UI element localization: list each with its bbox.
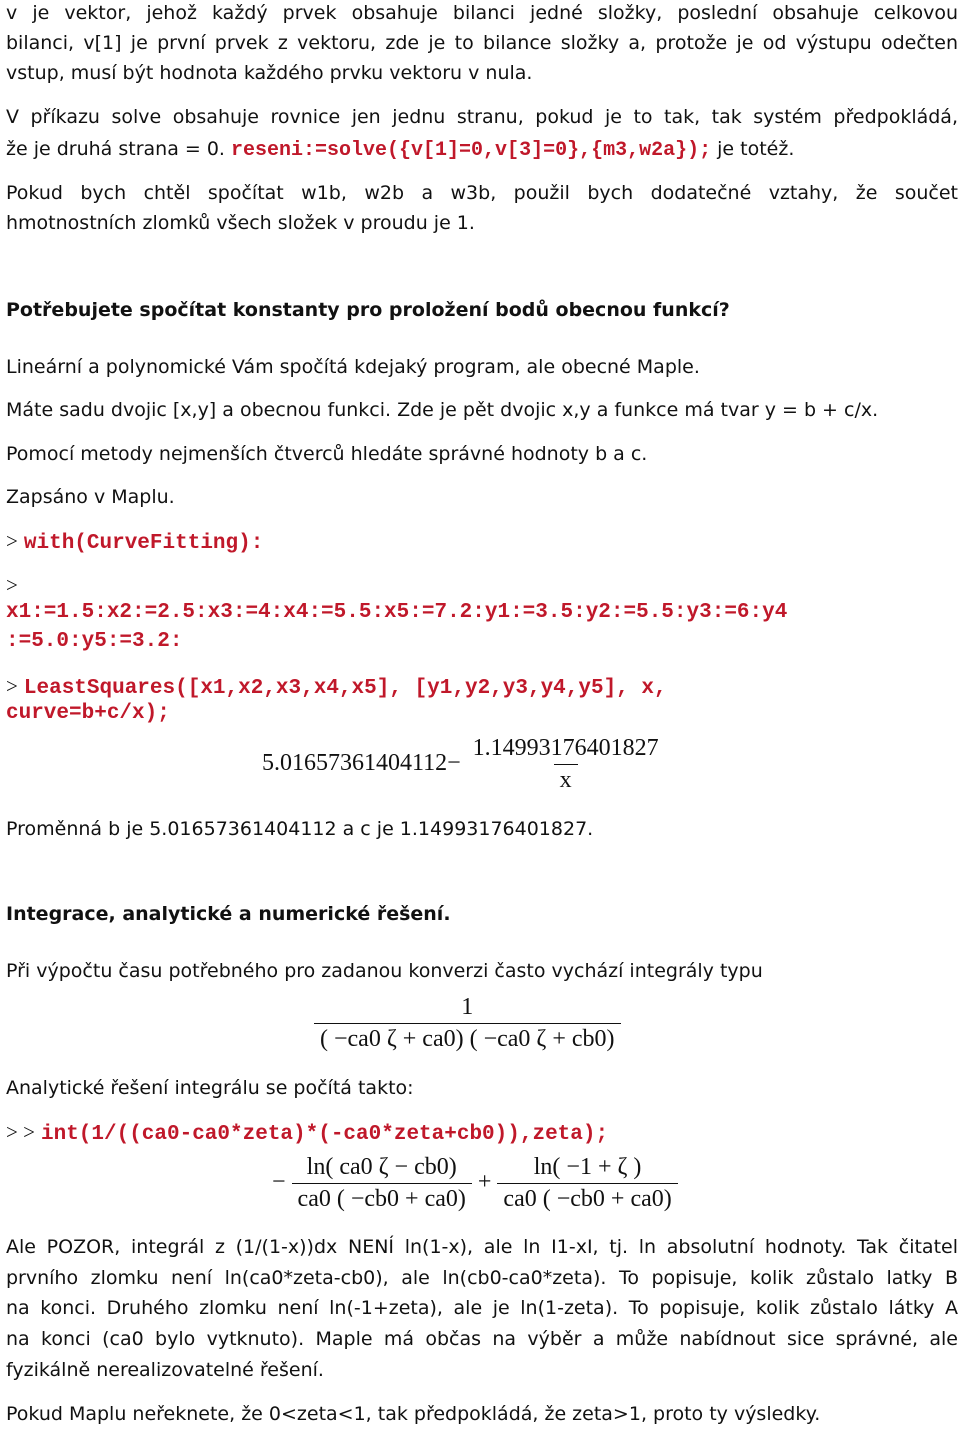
paragraph2-line1: V příkazu solve obsahuje rovnice jen jednu stranu, pokud je to tak, tak systém předpokládá, bbox=[6, 106, 958, 128]
section1-heading: Potřebujete spočítat konstanty pro proložení bodů obecnou funkcí? bbox=[6, 299, 730, 321]
integral-result bbox=[272, 1154, 678, 1213]
term1-numerator: ln( ca0 ζ − cb0) bbox=[306, 1154, 457, 1180]
with-curvefitting-command: with(CurveFitting): bbox=[23, 532, 264, 555]
leastsquares-command-line1: LeastSquares([x1,x2,x3,x4,x5], [y1,y2,y3,y4,y5], x, bbox=[23, 677, 667, 700]
maple-prompt: > bbox=[6, 573, 18, 597]
leastsquares-command-line2: curve=b+c/x); bbox=[6, 702, 170, 725]
section2-heading: Integrace, analytické a numerické řešení. bbox=[6, 903, 451, 925]
section2-p1: Při výpočtu času potřebného pro zadanou konverzi často vychází integrály typu bbox=[6, 960, 763, 982]
integrand-denominator: ( −ca0 ζ + ca0) ( −ca0 ζ + cb0) bbox=[314, 1023, 621, 1053]
result-plus: + bbox=[477, 1169, 492, 1196]
section2-p3-line3: na konci. Druhého zlomku není ln(-1+zeta), ale je ln(1-zeta). To popisuje, kolik zůstalo látky A bbox=[6, 1297, 958, 1319]
section1-p2: Máte sadu dvojic [x,y] a obecnou funkci. Zde je pět dvojic x,y a funkce má tvar y = b + c/x. bbox=[6, 399, 879, 421]
result-c-value: 1.14993176401827 bbox=[472, 735, 659, 761]
maple-prompt-2 bbox=[6, 570, 18, 601]
integrand-fraction bbox=[314, 994, 621, 1053]
solve-command: reseni:=solve({v[1]=0,v[3]=0},{m3,w2a}); bbox=[231, 139, 712, 162]
section1-conclusion: Proměnná b je 5.01657361404112 a c je 1.14993176401827. bbox=[6, 818, 594, 840]
paragraph1-line1: v je vektor, jehož každý prvek obsahuje bilanci jedné složky, poslední obsahuje celkovou bbox=[6, 2, 958, 24]
paragraph1-line3: vstup, musí být hodnota každého prvku vektoru v nula. bbox=[6, 62, 533, 84]
maple-input-with bbox=[6, 526, 263, 559]
paragraph2-suffix: je totéž. bbox=[717, 138, 795, 160]
paragraph3-line2: hmotnostních zlomků všech složek v proudu je 1. bbox=[6, 212, 475, 234]
result-term2 bbox=[497, 1154, 677, 1213]
result-term1 bbox=[292, 1154, 472, 1213]
section1-p4: Zapsáno v Maplu. bbox=[6, 486, 175, 508]
leastsquares-result bbox=[262, 735, 665, 794]
section2-p3-line4: na konci (ca0 bylo vytknuto). Maple má občas na výběr a může nabídnout sice správné, ale bbox=[6, 1328, 958, 1350]
maple-prompt: > > bbox=[6, 1120, 35, 1144]
section2-p3-line5: fyzikálně nerealizovatelné řešení. bbox=[6, 1359, 324, 1381]
result-fraction bbox=[467, 735, 665, 794]
section1-p1: Lineární a polynomické Vám spočítá kdejaký program, ale obecné Maple. bbox=[6, 356, 700, 378]
section2-p2: Analytické řešení integrálu se počítá takto: bbox=[6, 1077, 414, 1099]
section2-p4: Pokud Maplu neřeknete, že 0<zeta<1, tak předpokládá, že zeta>1, proto ty výsledky. bbox=[6, 1403, 821, 1425]
section2-p3-line2: prvního zlomku není ln(ca0*zeta-cb0), ale ln(cb0-ca0*zeta). To popisuje, kolik zůstalo latky B bbox=[6, 1267, 958, 1289]
maple-prompt: > bbox=[6, 674, 18, 698]
section2-p3-line1: Ale POZOR, integrál z (1/(1-x))dx NENÍ ln(1-x), ale ln I1-xI, tj. ln absolutní hodnoty. Tak čitatel bbox=[6, 1236, 958, 1258]
term1-denominator: ca0 ( −cb0 + ca0) bbox=[292, 1183, 472, 1213]
integrand-formula bbox=[314, 994, 621, 1053]
term2-denominator: ca0 ( −cb0 + ca0) bbox=[497, 1183, 677, 1213]
paragraph1-line2: bilanci, v[1] je první prvek z vektoru, zde je to bilance složky a, protože je od výstupu odečten bbox=[6, 32, 958, 54]
result-b-value: 5.01657361404112 bbox=[262, 750, 448, 777]
result-minus: − bbox=[447, 750, 461, 777]
assignment-command-line1: x1:=1.5:x2:=2.5:x3:=4:x4:=5.5:x5:=7.2:y1:=3.5:y2:=5.5:y3:=6:y4 bbox=[6, 601, 788, 624]
maple-input-int bbox=[6, 1117, 608, 1150]
paragraph3-line1: Pokud bych chtěl spočítat w1b, w2b a w3b, použil bych dodatečné vztahy, že součet bbox=[6, 182, 958, 204]
result-sign: − bbox=[272, 1169, 286, 1196]
term2-numerator: ln( −1 + ζ ) bbox=[533, 1154, 642, 1180]
paragraph2-line2 bbox=[6, 134, 794, 166]
result-x: x bbox=[554, 764, 578, 794]
maple-prompt: > bbox=[6, 529, 18, 553]
integrand-numerator: 1 bbox=[461, 994, 474, 1020]
int-command: int(1/((ca0-ca0*zeta)*(-ca0*zeta+cb0)),zeta); bbox=[40, 1123, 609, 1146]
section1-p3: Pomocí metody nejmenších čtverců hledáte správné hodnoty b a c. bbox=[6, 443, 648, 465]
paragraph2-text: že je druhá strana = 0. bbox=[6, 138, 225, 160]
assignment-command-line2: :=5.0:y5:=3.2: bbox=[6, 630, 183, 653]
